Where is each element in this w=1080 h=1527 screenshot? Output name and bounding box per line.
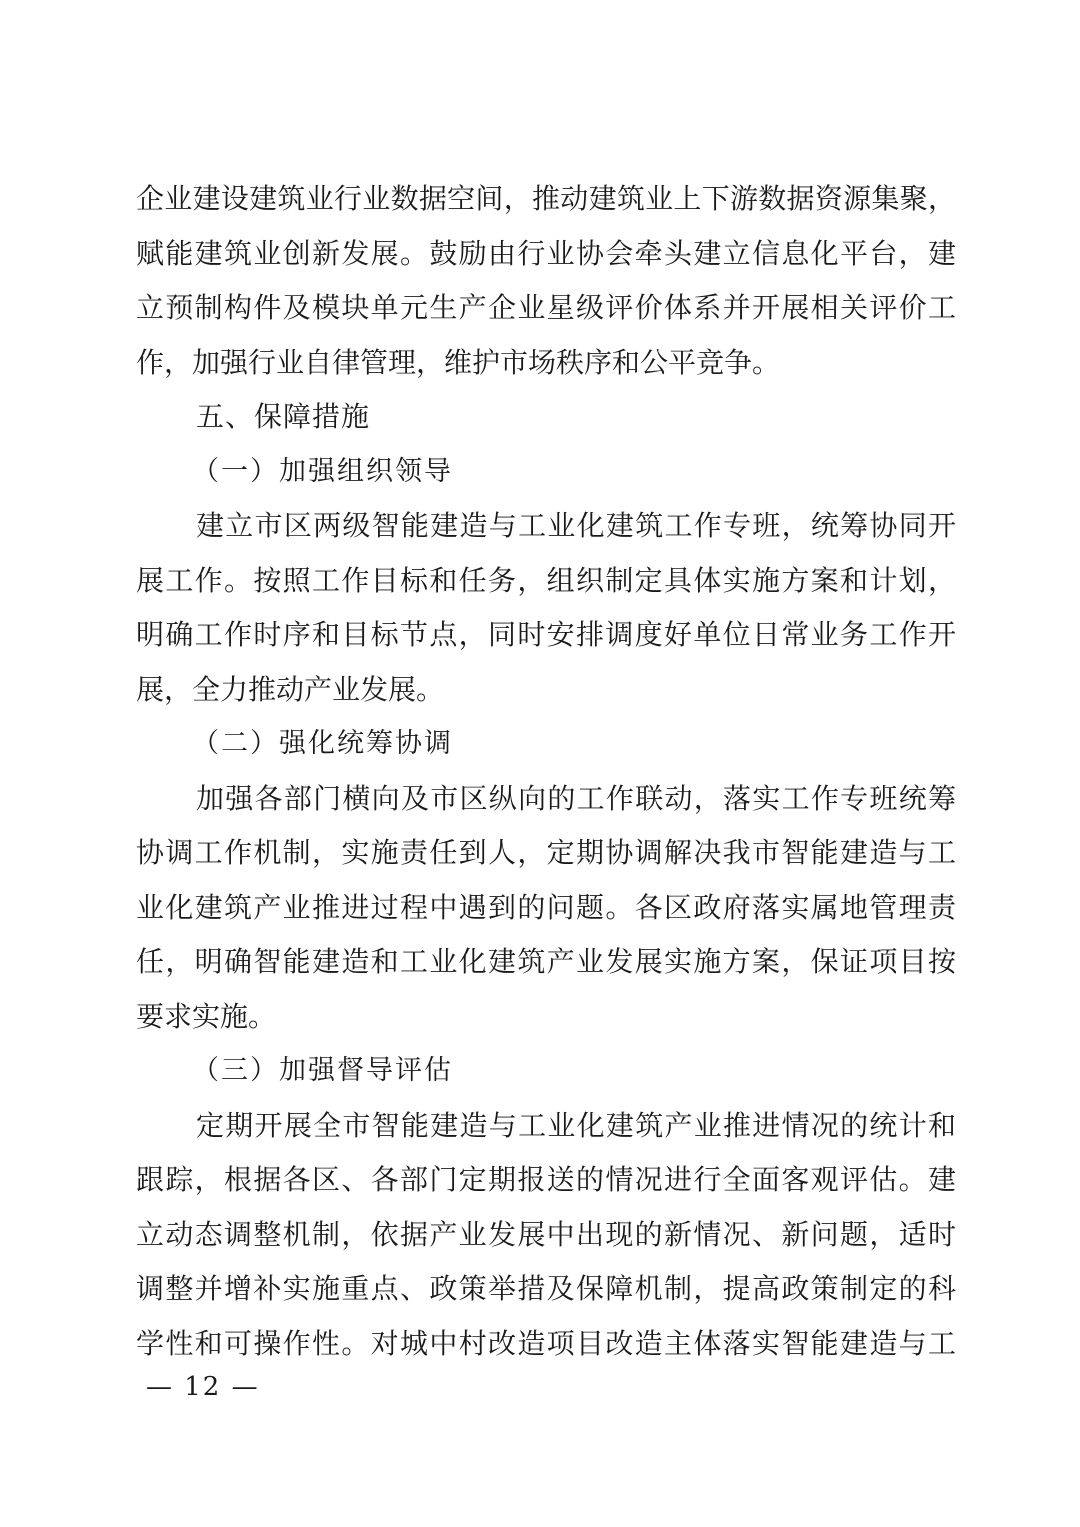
- body-line: 跟踪，根据各区、各部门定期报送的情况进行全面客观评估。建: [136, 1163, 956, 1196]
- paragraph-last-line: 展，全力推动产业发展。: [136, 672, 445, 706]
- body-line: 赋能建筑业创新发展。鼓励由行业协会牵头建立信息化平台，建: [136, 236, 956, 270]
- body-line: 展工作。按照工作目标和任务，组织制定具体实施方案和计划，: [136, 563, 956, 597]
- body-line: 调整并增补实施重点、政策举措及保障机制，提高政策制定的科: [136, 1272, 956, 1305]
- subsection-heading: （三）加强督导评估: [192, 1055, 453, 1086]
- body-line: 企业建设建筑业行业数据空间，推动建筑业上下游数据资源集聚，: [136, 182, 956, 215]
- body-line: 立预制构件及模块单元生产企业星级评价体系并开展相关评价工: [136, 291, 956, 324]
- body-line: 协调工作机制，实施责任到人，定期协调解决我市智能建造与工: [136, 836, 956, 869]
- paragraph-first-line: 建立市区两级智能建造与工业化建筑工作专班，统筹协同开: [196, 509, 956, 542]
- body-line: 业化建筑产业推进过程中遇到的问题。各区政府落实属地管理责: [136, 890, 956, 924]
- subsection-heading: （二）强化统筹协调: [192, 728, 453, 759]
- body-line: 任，明确智能建造和工业化建筑产业发展实施方案，保证项目按: [136, 945, 956, 978]
- document-body: [136, 172, 956, 1371]
- page-number: — 12 —: [146, 1372, 260, 1402]
- section-heading: 五、保障措施: [196, 400, 371, 433]
- body-line: 明确工作时序和目标节点，同时安排调度好单位日常业务工作开: [136, 618, 956, 651]
- paragraph-last-line: 作，加强行业自律管理，维护市场秩序和公平竞争。: [136, 345, 781, 379]
- body-line: 立动态调整机制，依据产业发展中出现的新情况、新问题，适时: [136, 1217, 956, 1251]
- subsection-heading: （一）加强组织领导: [192, 455, 453, 487]
- paragraph-first-line: 定期开展全市智能建造与工业化建筑产业推进情况的统计和: [196, 1108, 956, 1142]
- paragraph-first-line: 加强各部门横向及市区纵向的工作联动，落实工作专班统筹: [196, 781, 956, 815]
- paragraph-last-line: 要求实施。: [136, 999, 277, 1033]
- body-line: 学性和可操作性。对城中村改造项目改造主体落实智能建造与工: [136, 1326, 956, 1360]
